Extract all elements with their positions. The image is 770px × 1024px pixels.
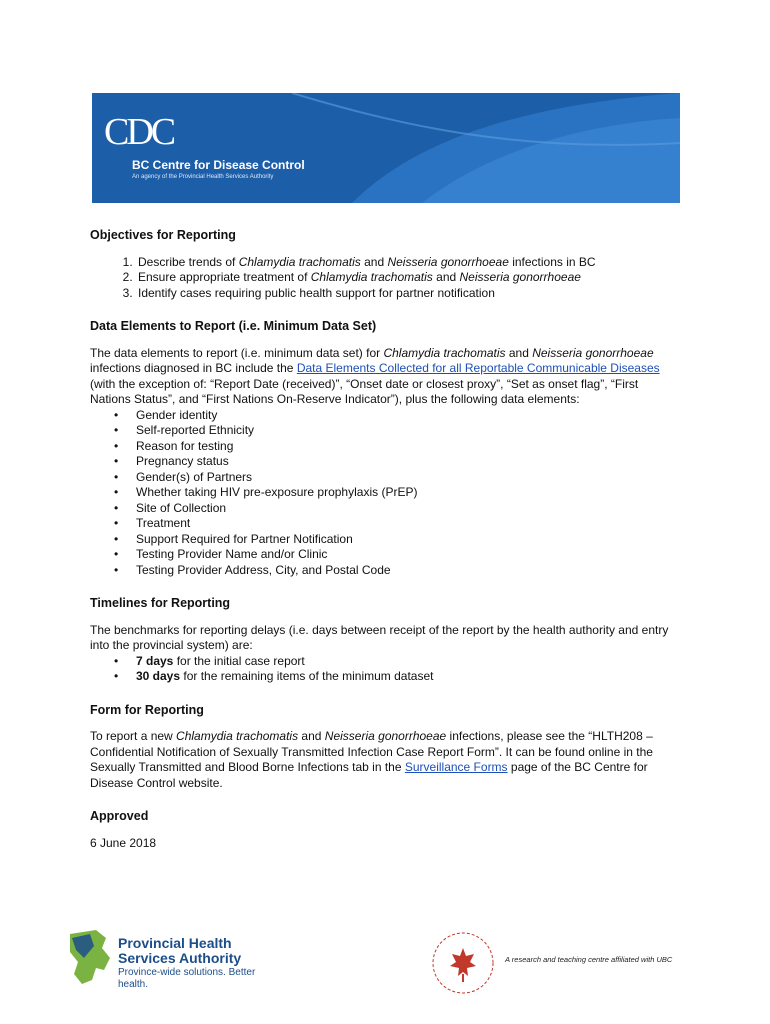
list-item: • 7 days for the initial case report (136, 654, 680, 670)
list-item: • Treatment (136, 516, 680, 532)
data-elements-section (90, 319, 680, 578)
form-heading: Form for Reporting (90, 702, 204, 717)
phsa-logo (66, 928, 266, 990)
org-name: BC Centre for Disease Control (132, 158, 305, 172)
objectives-heading: Objectives for Reporting (90, 228, 236, 242)
phsa-name: Provincial Health Services Authority (118, 935, 242, 966)
list-item: • Gender(s) of Partners (136, 470, 680, 486)
approved-heading: Approved (90, 809, 149, 823)
surveillance-forms-link[interactable]: Surveillance Forms (404, 760, 508, 774)
phsa-tagline: Province-wide solutions. Better health. (118, 967, 256, 990)
accreditation-seal-icon (430, 930, 496, 996)
list-item: • Pregnancy status (136, 454, 680, 470)
list-item: • Reason for testing (136, 439, 680, 455)
data-elements-list (90, 408, 680, 579)
org-subtitle: An agency of the Provincial Health Services Authority (132, 174, 274, 180)
data-elements-link[interactable]: Data Elements Collected for all Reportable Communicable Diseases (296, 361, 660, 375)
list-item: • Testing Provider Name and/or Clinic (136, 547, 680, 563)
list-item: • Testing Provider Address, City, and Postal Code (136, 563, 680, 579)
list-item: 2. Ensure appropriate treatment of Chlamydia trachomatis and Neisseria gonorrhoeae (136, 270, 680, 286)
data-elements-heading: Data Elements to Report (i.e. Minimum Data Set) (90, 319, 377, 333)
objectives-section (90, 228, 680, 301)
approved-date: 6 June 2018 (90, 835, 157, 850)
bc-map-icon (66, 928, 116, 988)
header-banner (92, 93, 680, 203)
data-elements-paragraph: The data elements to report (i.e. minimum data set) for Chlamydia trachomatis and Neisseria gonorrhoeae infections diagnosed in BC include the Data Elements Collected for all Reportable Communicable Diseases (with the exception of: “Report Date (received)”, “Onset date or closest proxy”, “Set as onset flag”, “First Nations Status”, and “First Nations On-Reserve Indicator”), plus the following data elements: (90, 345, 660, 406)
form-paragraph: To report a new Chlamydia trachomatis and Neisseria gonorrhoeae infections, please see the “HLTH208 – Confidential Notification of Sexually Transmitted Infection Case Report Form”. It can be found online in the Sexually Transmitted and Blood Borne Infections tab in the Surveillance Forms page of the BC Centre for Disease Control website. (90, 729, 653, 790)
list-item: • 30 days for the remaining items of the minimum dataset (136, 669, 680, 685)
list-item: • Site of Collection (136, 501, 680, 517)
banner-swoosh-graphic (92, 93, 680, 203)
timelines-section (90, 596, 680, 685)
list-item: • Gender identity (136, 408, 680, 424)
ubc-affiliation-note: A research and teaching centre affiliated with UBC (505, 955, 673, 964)
list-item: • Self-reported Ethnicity (136, 423, 680, 439)
list-item: 1. Describe trends of Chlamydia trachomatis and Neisseria gonorrhoeae infections in BC (136, 255, 680, 271)
list-item: 3. Identify cases requiring public health support for partner notification (136, 286, 680, 302)
cdc-logo: CDC (104, 111, 174, 153)
approved-section (90, 809, 680, 851)
form-section (90, 703, 680, 792)
list-item: • Whether taking HIV pre-exposure prophylaxis (PrEP) (136, 485, 680, 501)
timelines-heading: Timelines for Reporting (90, 596, 231, 610)
list-item: • Support Required for Partner Notification (136, 532, 680, 548)
objectives-list (90, 255, 680, 302)
timelines-list (90, 654, 680, 685)
document-body (90, 228, 680, 869)
timelines-paragraph: The benchmarks for reporting delays (i.e. days between receipt of the report by the health authority and entry into the provincial system) are: (90, 622, 669, 652)
